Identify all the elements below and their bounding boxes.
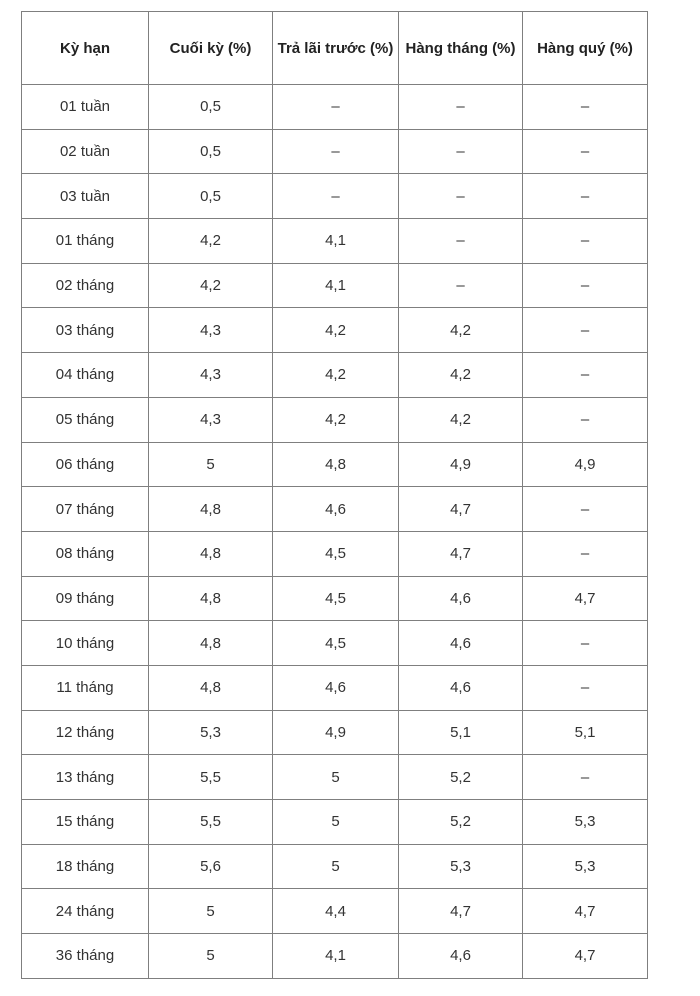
cell-term: 18 tháng	[22, 844, 149, 889]
cell-term: 05 tháng	[22, 397, 149, 442]
cell-term: 11 tháng	[22, 665, 149, 710]
cell-monthly: 4,7	[399, 531, 523, 576]
cell-quarterly: 4,7	[523, 889, 648, 934]
cell-monthly: 4,6	[399, 576, 523, 621]
table-row	[22, 934, 648, 979]
cell-monthly: 4,7	[399, 889, 523, 934]
cell-quarterly: –	[523, 487, 648, 532]
cell-end-of-term: 4,8	[149, 665, 273, 710]
cell-quarterly: –	[523, 263, 648, 308]
cell-term: 02 tuần	[22, 129, 149, 174]
cell-quarterly: –	[523, 621, 648, 666]
cell-end-of-term: 4,2	[149, 219, 273, 264]
cell-prepaid-interest: 4,1	[273, 219, 399, 264]
table-row	[22, 174, 648, 219]
cell-monthly: 4,2	[399, 353, 523, 398]
cell-quarterly: –	[523, 531, 648, 576]
cell-end-of-term: 4,3	[149, 353, 273, 398]
table-row	[22, 844, 648, 889]
cell-prepaid-interest: 4,8	[273, 442, 399, 487]
cell-monthly: –	[399, 219, 523, 264]
cell-monthly: 5,1	[399, 710, 523, 755]
cell-quarterly: 5,1	[523, 710, 648, 755]
cell-monthly: 5,3	[399, 844, 523, 889]
cell-monthly: 4,2	[399, 397, 523, 442]
cell-term: 13 tháng	[22, 755, 149, 800]
table-row	[22, 576, 648, 621]
cell-quarterly: 5,3	[523, 844, 648, 889]
cell-end-of-term: 0,5	[149, 85, 273, 130]
table-row	[22, 621, 648, 666]
cell-end-of-term: 4,8	[149, 576, 273, 621]
cell-prepaid-interest: 4,9	[273, 710, 399, 755]
cell-term: 06 tháng	[22, 442, 149, 487]
cell-term: 02 tháng	[22, 263, 149, 308]
cell-monthly: –	[399, 263, 523, 308]
cell-prepaid-interest: 4,5	[273, 576, 399, 621]
cell-end-of-term: 5,3	[149, 710, 273, 755]
cell-end-of-term: 4,8	[149, 621, 273, 666]
cell-quarterly: –	[523, 174, 648, 219]
cell-prepaid-interest: 4,2	[273, 397, 399, 442]
cell-prepaid-interest: 5	[273, 844, 399, 889]
table-row	[22, 219, 648, 264]
cell-prepaid-interest: 4,2	[273, 353, 399, 398]
cell-monthly: 4,6	[399, 665, 523, 710]
table-body	[22, 85, 648, 979]
cell-monthly: 4,2	[399, 308, 523, 353]
table-row	[22, 889, 648, 934]
header-row	[22, 12, 648, 85]
cell-quarterly: 5,3	[523, 800, 648, 845]
cell-end-of-term: 5,5	[149, 755, 273, 800]
cell-monthly: 4,6	[399, 621, 523, 666]
table-row	[22, 800, 648, 845]
cell-prepaid-interest: 5	[273, 800, 399, 845]
cell-quarterly: –	[523, 665, 648, 710]
cell-prepaid-interest: 4,4	[273, 889, 399, 934]
cell-prepaid-interest: 4,1	[273, 263, 399, 308]
cell-term: 03 tháng	[22, 308, 149, 353]
cell-monthly: –	[399, 129, 523, 174]
cell-term: 08 tháng	[22, 531, 149, 576]
cell-end-of-term: 5,6	[149, 844, 273, 889]
cell-end-of-term: 5	[149, 934, 273, 979]
interest-rate-table	[21, 11, 648, 979]
table-row	[22, 263, 648, 308]
cell-term: 01 tháng	[22, 219, 149, 264]
cell-prepaid-interest: 4,6	[273, 487, 399, 532]
cell-prepaid-interest: 4,1	[273, 934, 399, 979]
cell-quarterly: 4,9	[523, 442, 648, 487]
table-row	[22, 397, 648, 442]
cell-quarterly: –	[523, 219, 648, 264]
cell-end-of-term: 5	[149, 889, 273, 934]
cell-monthly: –	[399, 174, 523, 219]
cell-end-of-term: 5,5	[149, 800, 273, 845]
header-term: Kỳ hạn	[22, 12, 149, 85]
table-row	[22, 353, 648, 398]
cell-end-of-term: 5	[149, 442, 273, 487]
table-row	[22, 665, 648, 710]
cell-quarterly: 4,7	[523, 934, 648, 979]
cell-term: 24 tháng	[22, 889, 149, 934]
cell-prepaid-interest: 4,5	[273, 621, 399, 666]
cell-end-of-term: 0,5	[149, 174, 273, 219]
table-row	[22, 308, 648, 353]
cell-term: 03 tuần	[22, 174, 149, 219]
header-end-of-term: Cuối kỳ (%)	[149, 12, 273, 85]
table-row	[22, 442, 648, 487]
cell-term: 04 tháng	[22, 353, 149, 398]
cell-monthly: –	[399, 85, 523, 130]
cell-term: 15 tháng	[22, 800, 149, 845]
table-row	[22, 85, 648, 130]
cell-quarterly: –	[523, 85, 648, 130]
cell-term: 07 tháng	[22, 487, 149, 532]
cell-prepaid-interest: –	[273, 129, 399, 174]
cell-monthly: 4,9	[399, 442, 523, 487]
header-quarterly: Hàng quý (%)	[523, 12, 648, 85]
cell-quarterly: –	[523, 353, 648, 398]
cell-prepaid-interest: –	[273, 174, 399, 219]
cell-prepaid-interest: 4,2	[273, 308, 399, 353]
cell-monthly: 5,2	[399, 800, 523, 845]
cell-quarterly: –	[523, 129, 648, 174]
cell-end-of-term: 0,5	[149, 129, 273, 174]
cell-end-of-term: 4,3	[149, 397, 273, 442]
cell-end-of-term: 4,2	[149, 263, 273, 308]
cell-end-of-term: 4,8	[149, 487, 273, 532]
table-row	[22, 129, 648, 174]
cell-quarterly: –	[523, 308, 648, 353]
cell-prepaid-interest: 5	[273, 755, 399, 800]
cell-end-of-term: 4,8	[149, 531, 273, 576]
table-row	[22, 710, 648, 755]
cell-monthly: 4,6	[399, 934, 523, 979]
cell-prepaid-interest: 4,5	[273, 531, 399, 576]
cell-term: 01 tuần	[22, 85, 149, 130]
header-monthly: Hàng tháng (%)	[399, 12, 523, 85]
cell-term: 09 tháng	[22, 576, 149, 621]
table-row	[22, 531, 648, 576]
cell-term: 12 tháng	[22, 710, 149, 755]
cell-term: 10 tháng	[22, 621, 149, 666]
cell-quarterly: 4,7	[523, 576, 648, 621]
table-row	[22, 487, 648, 532]
cell-prepaid-interest: 4,6	[273, 665, 399, 710]
table-row	[22, 755, 648, 800]
cell-monthly: 4,7	[399, 487, 523, 532]
header-prepaid-interest: Trả lãi trước (%)	[273, 12, 399, 85]
cell-end-of-term: 4,3	[149, 308, 273, 353]
cell-prepaid-interest: –	[273, 85, 399, 130]
cell-quarterly: –	[523, 755, 648, 800]
cell-monthly: 5,2	[399, 755, 523, 800]
cell-term: 36 tháng	[22, 934, 149, 979]
cell-quarterly: –	[523, 397, 648, 442]
